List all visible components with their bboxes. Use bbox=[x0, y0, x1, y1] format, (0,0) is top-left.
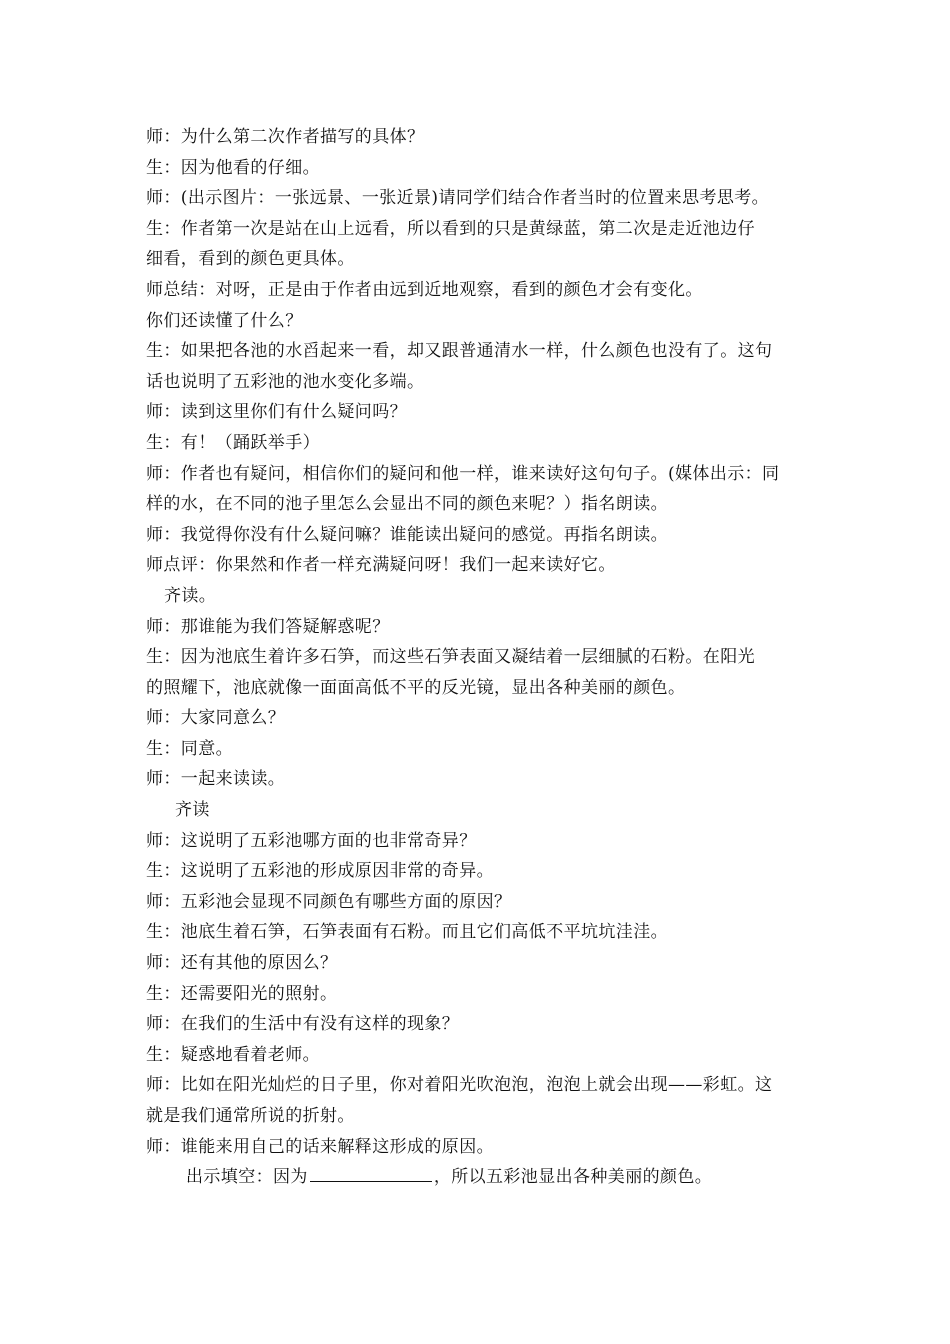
text-line: 你们还读懂了什么？ bbox=[146, 310, 303, 331]
text-line: 生：作者第一次是站在山上远看，所以看到的只是黄绿蓝，第二次是走近池边仔 bbox=[146, 218, 755, 239]
fill-blank-prefix: 出示填空：因为 bbox=[186, 1167, 308, 1188]
fill-blank-suffix: ，所以五彩池显出各种美丽的颜色。 bbox=[433, 1167, 713, 1188]
text-line: 就是我们通常所说的折射。 bbox=[146, 1106, 355, 1126]
text-line: 师：作者也有疑问，相信你们的疑问和他一样，谁来读好这句句子。(媒体出示：同 bbox=[146, 463, 780, 484]
text-line: 生：同意。 bbox=[146, 738, 233, 759]
text-line: 话也说明了五彩池的池水变化多端。 bbox=[146, 371, 425, 392]
text-line: 样的水，在不同的池子里怎么会显出不同的颜色来呢？）指名朗读。 bbox=[146, 494, 668, 515]
fill-in-blank-prompt bbox=[146, 1162, 810, 1193]
text-line: 师：大家同意么？ bbox=[146, 708, 286, 729]
text-line: 生：有！（踊跃举手） bbox=[146, 432, 320, 453]
text-line: 师：为什么第二次作者描写的具体？ bbox=[146, 127, 425, 147]
text-line: 生：如果把各池的水舀起来一看，却又跟普通清水一样，什么颜色也没有了。这句 bbox=[146, 341, 773, 362]
text-line: 生：疑惑地看着老师。 bbox=[146, 1044, 320, 1065]
text-line: 师：五彩池会显现不同颜色有哪些方面的原因？ bbox=[146, 891, 512, 912]
text-line: 的照耀下，池底就像一面面高低不平的反光镜，显出各种美丽的颜色。 bbox=[146, 677, 686, 698]
lesson-transcript bbox=[146, 122, 810, 1193]
text-line: 师：在我们的生活中有没有这样的现象？ bbox=[146, 1014, 460, 1035]
text-line: 师：比如在阳光灿烂的日子里，你对着阳光吹泡泡，泡泡上就会出现——彩虹。这 bbox=[146, 1075, 773, 1096]
text-line: 生：因为他看的仔细。 bbox=[146, 157, 320, 178]
text-line: 师：一起来读读。 bbox=[146, 769, 286, 790]
text-line: 师总结：对呀，正是由于作者由远到近地观察，看到的颜色才会有变化。 bbox=[146, 279, 703, 300]
text-line: 师：我觉得你没有什么疑问嘛？谁能读出疑问的感觉。再指名朗读。 bbox=[146, 524, 668, 545]
text-line: 师点评：你果然和作者一样充满疑问呀！我们一起来读好它。 bbox=[146, 555, 616, 576]
text-line: 师：那谁能为我们答疑解惑呢？ bbox=[146, 616, 390, 637]
text-line: 师：谁能来用自己的话来解释这形成的原因。 bbox=[146, 1136, 494, 1157]
blank-underline bbox=[310, 1163, 432, 1182]
text-line: 齐读。 bbox=[164, 585, 217, 606]
text-line: 师：还有其他的原因么？ bbox=[146, 953, 338, 974]
text-line: 生：池底生着石笋，石笋表面有石粉。而且它们高低不平坑坑洼洼。 bbox=[146, 922, 668, 943]
text-line: 细看，看到的颜色更具体。 bbox=[146, 249, 355, 270]
text-line: 生：这说明了五彩池的形成原因非常的奇异。 bbox=[146, 861, 494, 882]
text-line: 生：因为池底生着许多石笋，而这些石笋表面又凝结着一层细腻的石粉。在阳光 bbox=[146, 647, 755, 668]
text-line: 齐读 bbox=[175, 800, 210, 821]
text-line: 师：这说明了五彩池哪方面的也非常奇异？ bbox=[146, 830, 477, 851]
text-line: 师：读到这里你们有什么疑问吗？ bbox=[146, 402, 407, 423]
text-line: 生：还需要阳光的照射。 bbox=[146, 983, 338, 1004]
text-line: 师：(出示图片：一张远景、一张近景)请同学们结合作者当时的位置来思考思考。 bbox=[146, 188, 770, 209]
